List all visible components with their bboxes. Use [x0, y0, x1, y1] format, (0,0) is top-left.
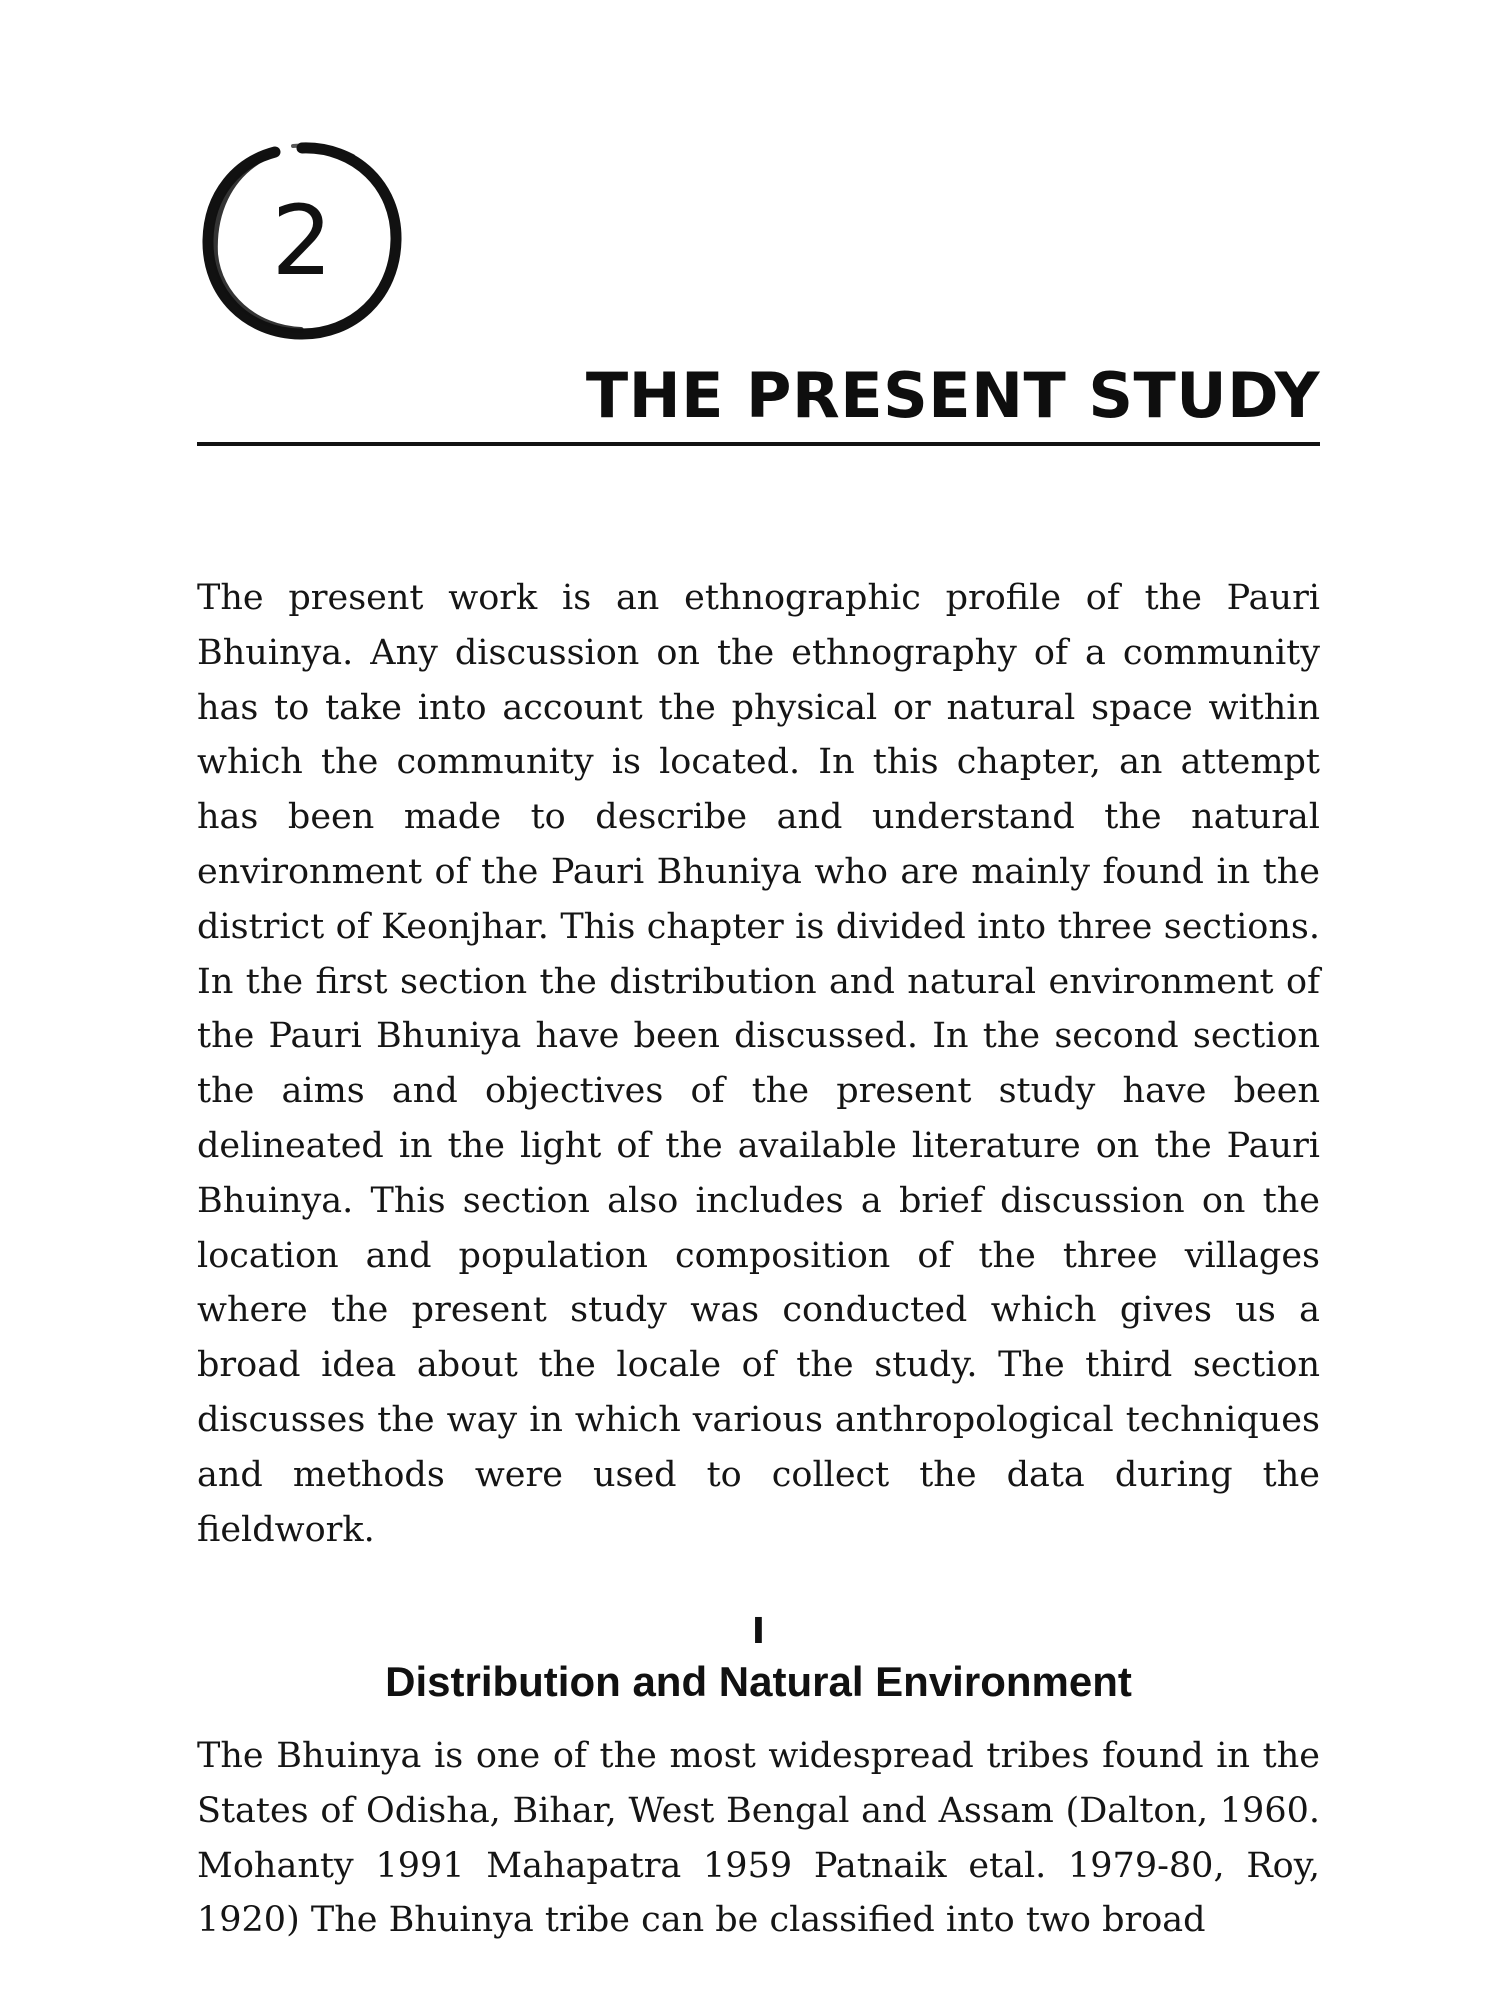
- intro-paragraph: The present work is an ethnographic profile of the Pauri Bhuinya. Any discussion on the ethnography of a community has to take into account the physical or natural space within which the community is located. In this chapter, an attempt has been made to describe and understand the natural environment of the Pauri Bhuniya who are mainly found in the district of Keonjhar. This chapter is divided into three sections. In the first section the distribution and natural environment of the Pauri Bhuniya have been discussed. In the second section the aims and objectives of the present study have been delineated in the light of the available literature on the Pauri Bhuinya. This section also includes a brief discussion on the location and population composition of the three villages where the present study was conducted which gives us a broad idea about the locale of the study. The third section discusses the way in which various anthropological techniques and methods were used to collect the data during the fieldwork.: [197, 578, 1320, 1550]
- chapter-title: THE PRESENT STUDY: [585, 359, 1320, 432]
- section-paragraph: The Bhuinya is one of the most widespread tribes found in the States of Odisha, Bihar, West Bengal and Assam (Dalton, 1960. Mohanty 1991 Mahapatra 1959 Patnaik etal. 1979-80, Roy, 1920) The Bhuinya tribe can be classified into two broad: [197, 1736, 1320, 1941]
- chapter-number-badge: [197, 136, 407, 346]
- section-heading: Distribution and Natural Environment: [385, 1658, 1132, 1705]
- section-numeral: I: [751, 1611, 766, 1652]
- title-divider: [197, 442, 1320, 446]
- chapter-number: 2: [271, 185, 333, 297]
